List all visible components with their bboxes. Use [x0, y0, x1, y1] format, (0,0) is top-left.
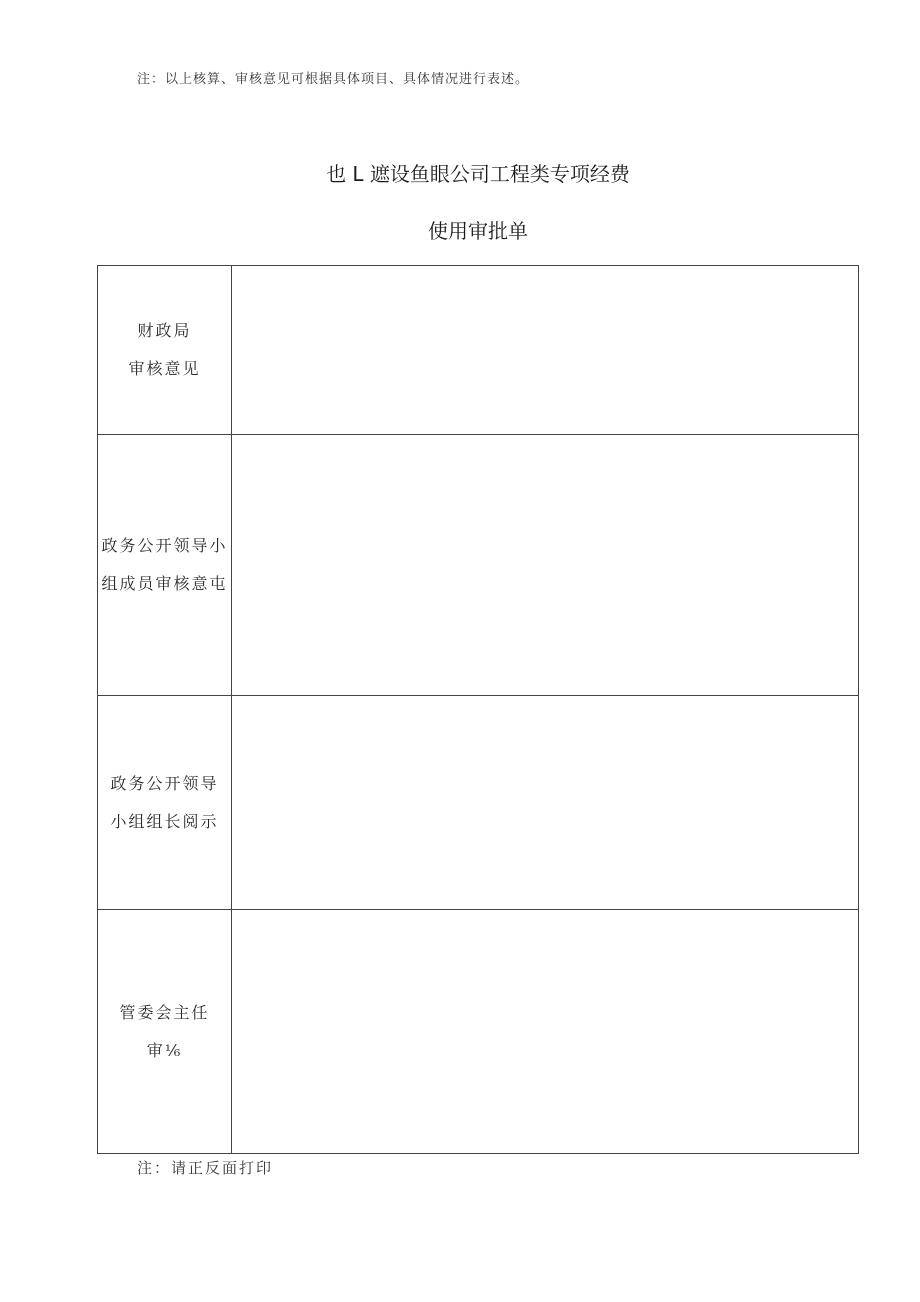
- row-label-committee-director: [98, 910, 232, 1154]
- table-row: [98, 910, 859, 1154]
- row-label-disclosure-group-member: [98, 435, 232, 696]
- row-label-line: 政务公开领导: [110, 773, 219, 793]
- row-label-finance-bureau: [98, 266, 232, 435]
- bottom-note: 注：请正反面打印: [137, 1159, 274, 1177]
- table-row: [98, 435, 859, 696]
- row-label-line: 政务公开领导小: [101, 536, 228, 555]
- form-title: 也 L 遮设鱼眼公司工程类专项经费: [326, 162, 630, 186]
- committee-director-approval-field[interactable]: [232, 910, 859, 1154]
- row-label-line: 管委会主任: [119, 1002, 210, 1022]
- top-note: 注：以上核算、审核意见可根据具体项目、具体情况进行表述。: [137, 72, 530, 87]
- row-label-line: 组成员审核意屯: [101, 574, 228, 593]
- row-label-line: 审⅙: [146, 1040, 183, 1060]
- row-label-disclosure-group-leader: [98, 696, 232, 910]
- row-label-line: 财政局: [137, 321, 192, 340]
- row-label-line: 小组组长阅示: [110, 811, 219, 831]
- table-row: [98, 266, 859, 435]
- group-leader-review-field[interactable]: [232, 696, 859, 910]
- table-row: [98, 696, 859, 910]
- form-subtitle: 使用审批单: [428, 219, 528, 243]
- approval-table: [97, 265, 859, 1154]
- group-member-opinion-field[interactable]: [232, 435, 859, 696]
- finance-bureau-opinion-field[interactable]: [232, 266, 859, 435]
- row-label-line: 审核意见: [128, 359, 201, 378]
